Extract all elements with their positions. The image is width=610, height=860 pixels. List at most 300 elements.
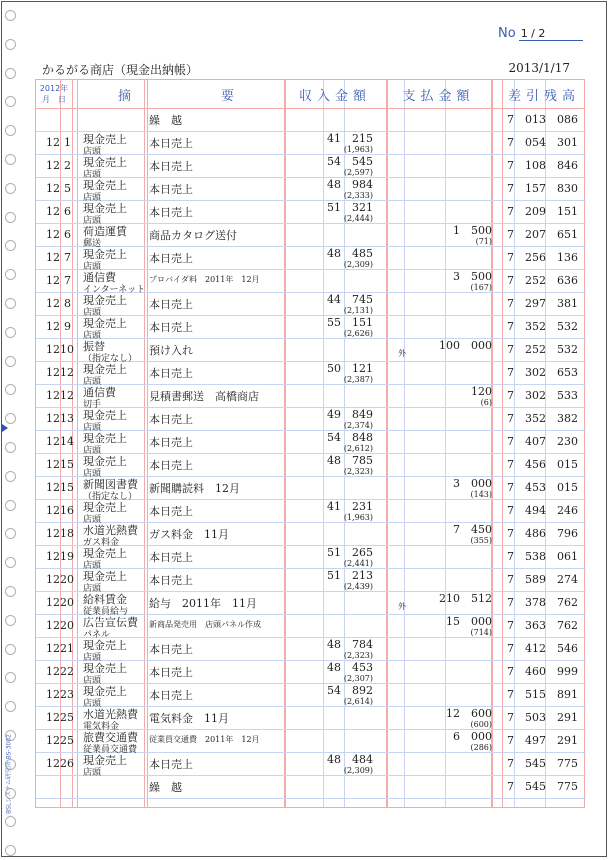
header-date <box>36 83 72 105</box>
income-amount: 48 484 <box>327 753 373 766</box>
account-sub: 店頭 <box>83 768 102 778</box>
row-income <box>319 133 373 154</box>
balance-thousands: 157 <box>525 182 546 195</box>
balance-units: 533 <box>557 389 578 402</box>
balance-units: 796 <box>557 527 578 540</box>
row-payment <box>414 386 492 407</box>
ledger-row <box>36 477 586 500</box>
balance-thousands: 494 <box>525 504 546 517</box>
row-month: 12 <box>46 412 60 425</box>
ledger-row <box>36 615 586 638</box>
ledger-row <box>36 293 586 316</box>
row-income <box>319 685 373 706</box>
account-title: 広告宣伝費 <box>83 616 138 629</box>
account-title: 現金売上 <box>83 547 127 560</box>
balance-thousands: 486 <box>525 527 546 540</box>
balance-units: 015 <box>557 481 578 494</box>
row-income <box>319 156 373 177</box>
binder-hole <box>5 154 16 165</box>
ledger-row <box>36 132 586 155</box>
ledger-row <box>36 270 586 293</box>
income-tax: (2,626) <box>343 329 373 338</box>
row-day: 2 <box>64 159 71 172</box>
account-sub: 郵送 <box>83 239 102 249</box>
row-description: 本日売上 <box>149 367 193 380</box>
row-balance <box>502 182 582 195</box>
account-sub: パネル <box>83 630 111 640</box>
ledger-row <box>36 362 586 385</box>
income-amount: 44 745 <box>327 293 373 306</box>
row-day: 6 <box>64 205 71 218</box>
income-tax: (2,441) <box>343 559 373 568</box>
payment-tax: (355) <box>470 536 492 545</box>
income-amount: 55 151 <box>327 316 373 329</box>
row-month: 12 <box>46 274 60 287</box>
row-day: 10 <box>60 343 74 356</box>
row-day: 6 <box>64 228 71 241</box>
account-sub: 店頭 <box>83 561 102 571</box>
header-balance: 差引残高 <box>507 88 580 104</box>
income-amount: 54 892 <box>327 684 373 697</box>
account-sub: 電気料金 <box>83 722 120 732</box>
row-balance <box>502 734 582 747</box>
row-balance <box>502 435 582 448</box>
row-description: 本日売上 <box>149 160 193 173</box>
payment-amount: 120 <box>471 385 492 398</box>
balance-millions: 7 <box>507 780 514 793</box>
row-month: 12 <box>46 596 60 609</box>
balance-millions: 7 <box>507 573 514 586</box>
income-amount: 51 321 <box>327 201 373 214</box>
balance-millions: 7 <box>507 205 514 218</box>
balance-units: 653 <box>557 366 578 379</box>
binder-hole <box>5 10 16 21</box>
balance-millions: 7 <box>507 481 514 494</box>
row-month: 12 <box>46 320 60 333</box>
balance-units: 846 <box>557 159 578 172</box>
ledger-row <box>36 339 586 362</box>
account-title: 旅費交通費 <box>83 731 138 744</box>
row-month: 12 <box>46 711 60 724</box>
balance-millions: 7 <box>507 642 514 655</box>
header-year-unit: 年 <box>60 84 69 93</box>
ledger-row <box>36 431 586 454</box>
row-balance <box>502 458 582 471</box>
row-day: 26 <box>60 757 74 770</box>
balance-millions: 7 <box>507 389 514 402</box>
row-payment <box>414 593 492 605</box>
balance-thousands: 207 <box>525 228 546 241</box>
payment-amount: 3 500 <box>453 270 492 283</box>
balance-thousands: 256 <box>525 251 546 264</box>
payment-tax: (167) <box>470 283 492 292</box>
row-day: 7 <box>64 251 71 264</box>
row-balance <box>502 251 582 264</box>
row-description: 本日売上 <box>149 643 193 656</box>
income-amount: 54 848 <box>327 431 373 444</box>
income-amount: 51 213 <box>327 569 373 582</box>
balance-millions: 7 <box>507 159 514 172</box>
balance-millions: 7 <box>507 665 514 678</box>
account-sub: 店頭 <box>83 699 102 709</box>
account-sub: 従業員交通費 <box>83 745 138 755</box>
balance-thousands: 352 <box>525 320 546 333</box>
payment-tax: (714) <box>470 628 492 637</box>
account-sub: 店頭 <box>83 446 102 456</box>
binder-hole <box>5 615 16 626</box>
binder-hole <box>5 442 16 453</box>
row-income <box>319 432 373 453</box>
row-balance <box>502 389 582 402</box>
income-amount: 50 121 <box>327 362 373 375</box>
payment-amount: 6 000 <box>453 730 492 743</box>
income-tax: (1,963) <box>343 513 373 522</box>
row-month: 12 <box>46 481 60 494</box>
header-year: 2012 <box>39 84 61 93</box>
row-balance <box>502 274 582 287</box>
row-balance <box>502 113 582 126</box>
row-month: 12 <box>46 527 60 540</box>
balance-millions: 7 <box>507 366 514 379</box>
account-title: 現金売上 <box>83 662 127 675</box>
row-income <box>319 202 373 223</box>
balance-thousands: 108 <box>525 159 546 172</box>
row-description: 本日売上 <box>149 459 193 472</box>
account-sub: 店頭 <box>83 584 102 594</box>
binder-hole <box>5 212 16 223</box>
row-month: 12 <box>46 366 60 379</box>
ledger-title: かるがる商店（現金出納帳） <box>42 63 199 77</box>
row-balance <box>502 481 582 494</box>
account-title: 現金売上 <box>83 363 127 376</box>
ledger-row <box>36 155 586 178</box>
account-title: 現金売上 <box>83 754 127 767</box>
row-description: 本日売上 <box>149 505 193 518</box>
balance-units: 651 <box>557 228 578 241</box>
ledger-row <box>36 247 586 270</box>
income-tax: (2,387) <box>343 375 373 384</box>
balance-units: 061 <box>557 550 578 563</box>
ledger-row <box>36 500 586 523</box>
balance-units: 015 <box>557 458 578 471</box>
balance-millions: 7 <box>507 688 514 701</box>
row-balance <box>502 320 582 333</box>
account-title: 振替 <box>83 340 105 353</box>
account-sub: 店頭 <box>83 170 102 180</box>
income-tax: (2,309) <box>343 766 373 775</box>
ledger-row <box>36 638 586 661</box>
account-sub: 店頭 <box>83 331 102 341</box>
ledger-row <box>36 224 586 247</box>
row-description: 新商品発売用 店頭パネル作成 <box>149 620 261 629</box>
balance-thousands: 013 <box>525 113 546 126</box>
row-day: 22 <box>60 665 74 678</box>
row-balance <box>502 642 582 655</box>
row-payment <box>414 708 492 729</box>
row-description: 預け入れ <box>149 344 193 357</box>
row-description: 電気料金 11月 <box>149 712 229 725</box>
row-description: 本日売上 <box>149 574 193 587</box>
payment-tax: (71) <box>475 237 492 246</box>
ledger-row <box>36 316 586 339</box>
ledger-row <box>36 569 586 592</box>
row-balance <box>502 228 582 241</box>
page-number-label: No <box>498 26 516 41</box>
ledger-row <box>36 684 586 707</box>
balance-thousands: 054 <box>525 136 546 149</box>
ledger-row <box>36 546 586 569</box>
ledger-row <box>36 385 586 408</box>
binder-hole <box>5 500 16 511</box>
balance-units: 532 <box>557 343 578 356</box>
account-sub: 店頭 <box>83 193 102 203</box>
ledger-row <box>36 730 586 753</box>
row-day: 5 <box>64 182 71 195</box>
binder-hole <box>5 471 16 482</box>
account-title: 給料賃金 <box>83 593 127 606</box>
row-description: 本日売上 <box>149 206 193 219</box>
balance-units: 775 <box>557 757 578 770</box>
balance-millions: 7 <box>507 136 514 149</box>
account-title: 現金売上 <box>83 455 127 468</box>
row-income <box>319 501 373 522</box>
balance-millions: 7 <box>507 113 514 126</box>
row-day: 21 <box>60 642 74 655</box>
binder-hole <box>5 39 16 50</box>
balance-units: 762 <box>557 596 578 609</box>
balance-millions: 7 <box>507 734 514 747</box>
account-sub: 店頭 <box>83 469 102 479</box>
row-day: 15 <box>60 458 74 471</box>
row-balance <box>502 159 582 172</box>
account-sub: 店頭 <box>83 653 102 663</box>
balance-millions: 7 <box>507 757 514 770</box>
balance-millions: 7 <box>507 320 514 333</box>
row-month: 12 <box>46 688 60 701</box>
row-day: 9 <box>64 320 71 333</box>
row-day: 13 <box>60 412 74 425</box>
balance-units: 291 <box>557 734 578 747</box>
row-description: 本日売上 <box>149 666 193 679</box>
balance-millions: 7 <box>507 527 514 540</box>
row-balance <box>502 665 582 678</box>
payment-amount: 1 500 <box>453 224 492 237</box>
row-payment <box>414 225 492 246</box>
balance-thousands: 252 <box>525 274 546 287</box>
account-title: 現金売上 <box>83 432 127 445</box>
account-sub: （指定なし） <box>83 354 138 364</box>
binder-hole <box>5 68 16 79</box>
row-day: 23 <box>60 688 74 701</box>
row-description: 本日売上 <box>149 298 193 311</box>
row-day: 25 <box>60 734 74 747</box>
balance-thousands: 545 <box>525 780 546 793</box>
balance-thousands: 497 <box>525 734 546 747</box>
row-day: 12 <box>60 389 74 402</box>
row-balance <box>502 711 582 724</box>
balance-units: 381 <box>557 297 578 310</box>
row-description: 本日売上 <box>149 252 193 265</box>
balance-thousands: 363 <box>525 619 546 632</box>
binder-hole <box>5 327 16 338</box>
row-balance <box>502 550 582 563</box>
account-sub: 店頭 <box>83 308 102 318</box>
row-balance <box>502 297 582 310</box>
row-description: 本日売上 <box>149 551 193 564</box>
row-description: プロバイダ料 2011年 12月 <box>149 275 260 284</box>
row-description: 本日売上 <box>149 413 193 426</box>
row-day: 19 <box>60 550 74 563</box>
ledger-row <box>36 201 586 224</box>
balance-millions: 7 <box>507 435 514 448</box>
income-amount: 48 453 <box>327 661 373 674</box>
income-tax: (2,597) <box>343 168 373 177</box>
income-amount: 51 265 <box>327 546 373 559</box>
balance-thousands: 515 <box>525 688 546 701</box>
balance-thousands: 503 <box>525 711 546 724</box>
balance-thousands: 538 <box>525 550 546 563</box>
income-amount: 41 215 <box>327 132 373 145</box>
row-payment <box>414 271 492 292</box>
row-description: 商品カタログ送付 <box>149 229 237 242</box>
account-title: 現金売上 <box>83 639 127 652</box>
payment-amount: 3 000 <box>453 477 492 490</box>
account-sub: （指定なし） <box>83 492 138 502</box>
row-balance <box>502 757 582 770</box>
payment-amount: 210 512 <box>439 592 492 605</box>
row-description: 見積書郵送 高橋商店 <box>149 390 259 403</box>
row-day: 16 <box>60 504 74 517</box>
balance-millions: 7 <box>507 343 514 356</box>
row-balance <box>502 573 582 586</box>
payment-tax: (600) <box>470 720 492 729</box>
balance-thousands: 209 <box>525 205 546 218</box>
income-tax: (2,323) <box>343 651 373 660</box>
account-title: 現金売上 <box>83 685 127 698</box>
binder-hole <box>5 298 16 309</box>
row-income <box>319 248 373 269</box>
ledger-row <box>36 178 586 201</box>
row-payment <box>414 731 492 752</box>
row-day: 7 <box>64 274 71 287</box>
payment-tax: (143) <box>470 490 492 499</box>
balance-thousands: 252 <box>525 343 546 356</box>
row-income <box>319 294 373 315</box>
row-income <box>319 662 373 683</box>
balance-millions: 7 <box>507 228 514 241</box>
row-description: 新聞購読料 12月 <box>149 482 240 495</box>
account-title: 現金売上 <box>83 179 127 192</box>
page-number <box>498 26 583 41</box>
balance-thousands: 412 <box>525 642 546 655</box>
row-month: 12 <box>46 136 60 149</box>
account-title: 通信費 <box>83 386 116 399</box>
ledger-row <box>36 753 586 776</box>
row-description: 本日売上 <box>149 436 193 449</box>
row-income <box>319 754 373 775</box>
balance-thousands: 297 <box>525 297 546 310</box>
balance-units: 762 <box>557 619 578 632</box>
binder-hole <box>5 644 16 655</box>
balance-millions: 7 <box>507 619 514 632</box>
row-income <box>319 570 373 591</box>
row-balance <box>502 412 582 425</box>
row-day: 18 <box>60 527 74 540</box>
row-month: 12 <box>46 642 60 655</box>
balance-units: 246 <box>557 504 578 517</box>
row-month: 12 <box>46 619 60 632</box>
balance-millions: 7 <box>507 596 514 609</box>
ledger-row <box>36 454 586 477</box>
balance-units: 274 <box>557 573 578 586</box>
income-amount: 48 485 <box>327 247 373 260</box>
tax-mark: 外 <box>398 602 406 611</box>
row-description: 従業員交通費 2011年 12月 <box>149 735 260 744</box>
balance-millions: 7 <box>507 297 514 310</box>
account-title: 水道光熱費 <box>83 524 138 537</box>
balance-units: 151 <box>557 205 578 218</box>
row-day: 25 <box>60 711 74 724</box>
row-description: ガス料金 11月 <box>149 528 229 541</box>
header-income: 収入金額 <box>298 88 371 104</box>
binder-hole <box>5 586 16 597</box>
balance-units: 230 <box>557 435 578 448</box>
page-number-value: 1 / 2 <box>519 27 583 41</box>
balance-millions: 7 <box>507 711 514 724</box>
row-income <box>319 179 373 200</box>
balance-millions: 7 <box>507 504 514 517</box>
balance-units: 999 <box>557 665 578 678</box>
header-month: 月 <box>42 95 50 104</box>
payment-amount: 100 000 <box>439 339 492 352</box>
binder-hole <box>5 183 16 194</box>
row-payment <box>414 478 492 499</box>
row-day: 20 <box>60 619 74 632</box>
balance-units: 301 <box>557 136 578 149</box>
row-balance <box>502 780 582 793</box>
row-month: 12 <box>46 734 60 747</box>
row-balance <box>502 504 582 517</box>
row-day: 20 <box>60 573 74 586</box>
row-balance <box>502 596 582 609</box>
balance-units: 382 <box>557 412 578 425</box>
account-title: 現金売上 <box>83 409 127 422</box>
ledger-row <box>36 661 586 684</box>
account-sub: 店頭 <box>83 216 102 226</box>
balance-millions: 7 <box>507 251 514 264</box>
row-day: 20 <box>60 596 74 609</box>
row-description: 繰 越 <box>149 114 182 127</box>
balance-thousands: 378 <box>525 596 546 609</box>
payment-tax: (286) <box>470 743 492 752</box>
ledger-row <box>36 592 586 615</box>
balance-millions: 7 <box>507 182 514 195</box>
row-income <box>319 547 373 568</box>
row-day: 15 <box>60 481 74 494</box>
account-title: 現金売上 <box>83 317 127 330</box>
print-date: 2013/1/17 <box>508 61 570 75</box>
account-sub: 切手 <box>83 400 102 410</box>
account-sub: 従業員給与 <box>83 607 129 617</box>
account-sub: 店頭 <box>83 147 102 157</box>
row-month: 12 <box>46 665 60 678</box>
row-payment <box>414 340 492 352</box>
row-balance <box>502 619 582 632</box>
row-month: 12 <box>46 182 60 195</box>
balance-thousands: 407 <box>525 435 546 448</box>
row-month: 12 <box>46 458 60 471</box>
balance-units: 086 <box>557 113 578 126</box>
